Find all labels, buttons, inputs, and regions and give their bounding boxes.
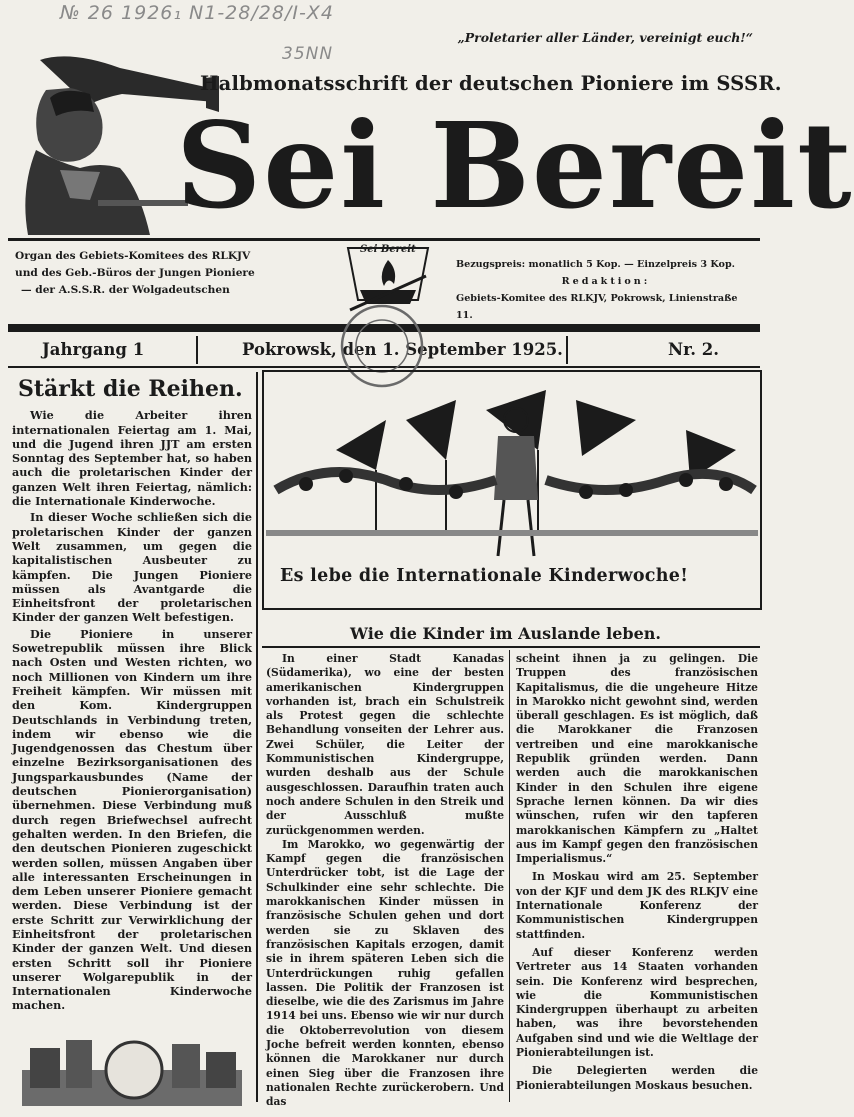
masthead-title: Sei Bereit (176, 96, 854, 235)
article-paragraph: Die Delegierten werden die Pionierabteilungen Moskaus besuchen. (516, 1064, 758, 1092)
article-paragraph: In dieser Woche schließen sich die proletarischen Kinder der ganzen Welt zusammen, um gegen die kapitalistischen Ausbeuter zu kämpfen. Die Jungen Pioniere müssen als Avantgarde die Einheitsfront der proletarischen Kinder der ganzen Welt befestigen. (12, 510, 252, 625)
issue-number: Nr. 2. (668, 340, 719, 359)
header-slogan: „Proletarier aller Länder, vereinigt euch!“ (457, 30, 753, 45)
left-article-title: Stärkt die Reihen. (18, 376, 243, 402)
organ-info-line: Organ des Gebiets-Komitees des RLKJV (15, 250, 251, 262)
redaktion-label: Redaktion: (561, 276, 651, 287)
article-paragraph: Auf dieser Konferenz werden Vertreter aus 14 Staaten vorhanden sein. Die Konferenz wird besprechen, wie die Kommunistischen Kindergruppen überhaupt zu arbeiten haben, was ihre bevorstehenden Aufgaben sind und wie die Weltlage der Pionierabteilungen ist. (516, 945, 758, 1060)
right-article-title: Wie die Kinder im Auslande leben. (350, 624, 661, 643)
place-date: Pokrowsk, den 1. September 1925. (242, 340, 563, 359)
redaktion-address: Gebiets-Komitee des RLKJV, Pokrowsk, Linienstraße 11. (456, 293, 738, 321)
ornament-illustration (22, 1030, 242, 1108)
right-article-col2 (516, 652, 758, 1093)
price-info (456, 256, 756, 324)
organ-info-line: und des Geb.-Büros der Jungen Pioniere (15, 267, 255, 279)
article-column-separator (509, 650, 510, 1102)
article-paragraph: scheint ihnen ja zu gelingen. Die Truppen des französischen Kapitalismus, die die ungeheure Hitze in Marokko nicht gewohnt sind, werden überall geschlagen. Es ist möglich, daß die Marokkaner die Franzosen vertreiben und eine marokkanische Republik gründen werden. Dann werden auch die marokkanischen Kinder in den Schulen ihre eigene Sprache lernen können. Da wir dies wünschen, rufen wir den tapferen marokkanischen Kämpfern zu „Haltet aus im Kampf gegen den französischen Imperialismus.“ (516, 652, 758, 866)
organ-info (15, 248, 325, 299)
article-paragraph: Die Pioniere in unserer Sowetrepublik müssen ihre Blick nach Osten und Westen richten, wo noch Millionen von Kindern um ihre Freiheit kämpfen. Wir müssen mit den Kom. Kindergruppen Deutschlands in Verbindung treten, indem wir ebenso wie die Jugendgenossen das Chestum über einzelne Bezirksorganisationen des Jungsparkausbundes (Name der deutschen Pionierorganisation) übernehmen. Diese Verbindung muß durch regen Briefwechsel aufrecht gehalten werden. In den Briefen, die den deutschen Pionieren zugeschickt werden sollen, müssen Angaben über alle interessanten Erscheinungen in dem Leben unserer Pioniere gemacht werden. Diese Verbindung ist der erste Schritt zur Verwirklichung der Einheitsfront der proletarischen Kinder der ganzen Welt. Und diesen ersten Schritt soll ihr Pioniere unserer Wolgarepublik in der Internationalen Kinderwoche machen. (12, 626, 252, 1013)
article-title-rule (262, 646, 760, 648)
article-paragraph: In einer Stadt Kanadas (Südamerika), wo eine der besten amerikanischen Kindergruppen vorhanden ist, brach ein Schulstreik als Protest gegen die schlechte Behandlung vonseiten der Lehrer aus. Zwei Schüler, die Leiter der Kommunistischen Kindergruppe, wurden deshalb aus der Schule ausgeschlossen. Daraufhin traten auch noch andere Schulen in den Streik und der Ausschluß mußte zurückgenommen werden. (266, 652, 504, 837)
organ-info-line: — der A.S.S.R. der Wolgadeutschen (21, 284, 230, 296)
article-paragraph: In Moskau wird am 25. September von der KJF und dem JK des RLKJV eine Internationale Konferenz der Kommunistischen Kindergruppen stattfinden. (516, 870, 758, 941)
header-subtitle: Halbmonatsschrift der deutschen Pioniere im SSSR. (200, 72, 782, 95)
volume-label: Jahrgang 1 (42, 340, 145, 359)
price-line: Bezugspreis: monatlich 5 Kop. — Einzelpreis 3 Kop. (456, 259, 735, 270)
archive-note-2: 35NN (282, 44, 334, 64)
dateline-separator (566, 336, 568, 364)
dateline-separator (196, 336, 198, 364)
left-article (12, 372, 252, 1022)
children-parade-illustration (266, 380, 758, 562)
archive-note-1: № 26 1926₁ N1-28/28/I-Х4 (60, 2, 334, 24)
column-separator (256, 372, 258, 1102)
emblem-label: Sei Bereit (360, 244, 416, 255)
article-paragraph: Wie die Arbeiter ihren internationalen Feiertag am 1. Mai, und die Jugend ihren JJT am ersten Sonntag des September hat, so haben auch die proletarischen Kinder der ganzen Welt ihren Feiertag, nämlich: die Internationale Kinderwoche. (12, 408, 252, 509)
banner-caption: Es lebe die Internationale Kinderwoche! (280, 566, 689, 586)
right-article-col1 (266, 652, 504, 1110)
article-paragraph: Im Marokko, wo gegenwärtig der Kampf gegen die französischen Unterdrücker tobt, ist die Lage der Schulkinder eine sehr schlechte. Die marokkanischen Kinder müssen in französische Schulen gehen und dort werden sie zu Sklaven des französischen Kapitals erzogen, damit sie in ihrem späteren Leben sich die Unterdrückungen ruhig gefallen lassen. Die Politik der Franzosen ist dieselbe, wie die des Zarismus im Jahre 1914 bei uns. Ebenso wie wir nur durch die Oktoberrevolution von diesem Joche befreit werden konnten, ebenso können die Marokkaner nur durch einen Sieg über die Franzosen ihre nationalen Rechte zurückerobern. Und das (266, 837, 505, 1109)
